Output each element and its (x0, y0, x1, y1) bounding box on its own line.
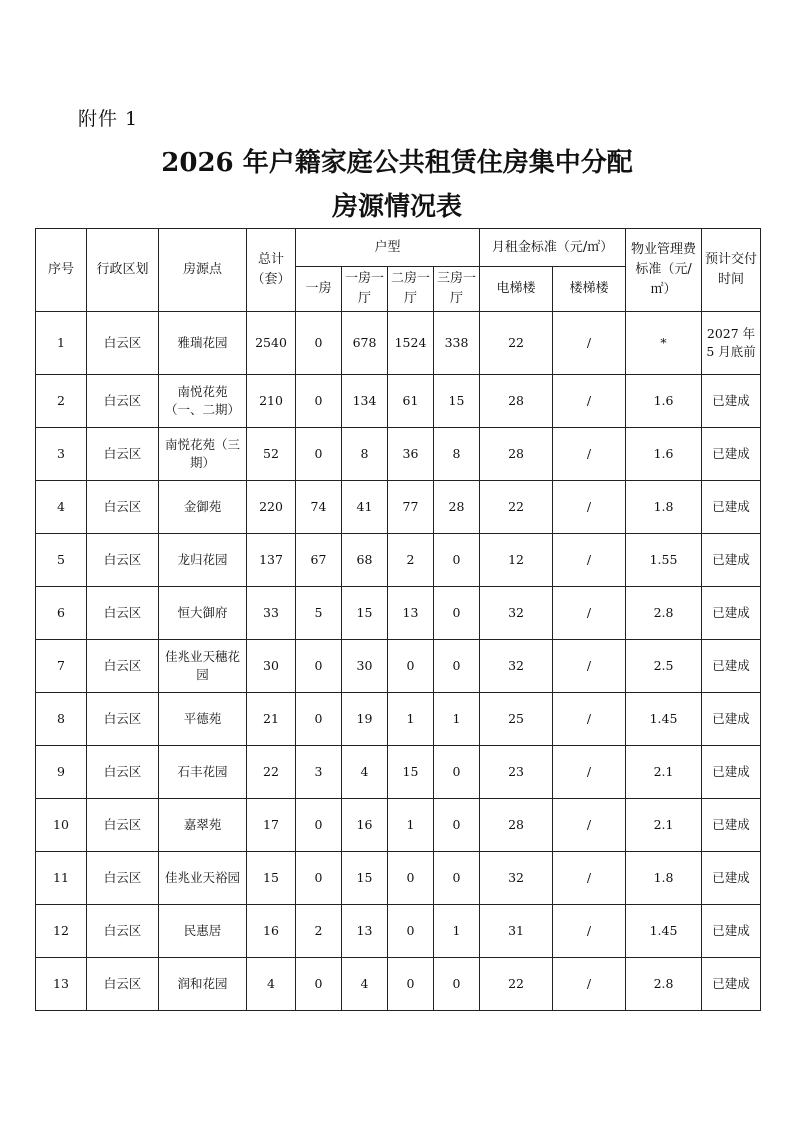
cell-two-bed: 1 (388, 693, 434, 746)
cell-mgmt-fee: 2.8 (626, 958, 702, 1011)
cell-delivery: 已建成 (702, 746, 761, 799)
header-rent: 月租金标准（元/㎡） (480, 229, 626, 267)
cell-source: 恒大御府 (159, 587, 247, 640)
cell-elevator-rent: 28 (480, 799, 553, 852)
cell-seq: 2 (36, 375, 87, 428)
cell-one-room: 0 (296, 958, 342, 1011)
header-mgmt-fee: 物业管理费标准（元/㎡） (626, 229, 702, 312)
cell-three-bed: 0 (434, 534, 480, 587)
cell-district: 白云区 (87, 799, 159, 852)
cell-one-bed: 134 (342, 375, 388, 428)
cell-source: 石丰花园 (159, 746, 247, 799)
cell-one-room: 0 (296, 640, 342, 693)
cell-stair-rent: / (553, 312, 626, 375)
cell-one-bed: 8 (342, 428, 388, 481)
cell-two-bed: 0 (388, 905, 434, 958)
cell-elevator-rent: 22 (480, 958, 553, 1011)
cell-total: 22 (247, 746, 296, 799)
cell-delivery: 已建成 (702, 375, 761, 428)
cell-elevator-rent: 12 (480, 534, 553, 587)
cell-source: 雅瑞花园 (159, 312, 247, 375)
cell-elevator-rent: 25 (480, 693, 553, 746)
cell-stair-rent: / (553, 746, 626, 799)
cell-district: 白云区 (87, 428, 159, 481)
cell-total: 17 (247, 799, 296, 852)
cell-mgmt-fee: 1.8 (626, 852, 702, 905)
cell-delivery: 已建成 (702, 958, 761, 1011)
cell-seq: 3 (36, 428, 87, 481)
cell-elevator-rent: 31 (480, 905, 553, 958)
cell-three-bed: 0 (434, 587, 480, 640)
cell-total: 210 (247, 375, 296, 428)
cell-two-bed: 0 (388, 640, 434, 693)
cell-delivery: 已建成 (702, 852, 761, 905)
cell-seq: 13 (36, 958, 87, 1011)
cell-delivery: 已建成 (702, 693, 761, 746)
cell-mgmt-fee: 1.8 (626, 481, 702, 534)
cell-seq: 9 (36, 746, 87, 799)
table-row (36, 375, 761, 428)
cell-mgmt-fee: * (626, 312, 702, 375)
header-stair: 楼梯楼 (553, 267, 626, 312)
cell-district: 白云区 (87, 534, 159, 587)
cell-three-bed: 28 (434, 481, 480, 534)
cell-delivery: 已建成 (702, 428, 761, 481)
cell-mgmt-fee: 2.5 (626, 640, 702, 693)
cell-district: 白云区 (87, 746, 159, 799)
cell-one-bed: 68 (342, 534, 388, 587)
cell-stair-rent: / (553, 481, 626, 534)
cell-one-room: 3 (296, 746, 342, 799)
table-row (36, 312, 761, 375)
cell-delivery: 已建成 (702, 905, 761, 958)
cell-seq: 5 (36, 534, 87, 587)
table-row (36, 428, 761, 481)
cell-delivery: 已建成 (702, 640, 761, 693)
cell-one-bed: 15 (342, 587, 388, 640)
cell-one-bed: 15 (342, 852, 388, 905)
cell-district: 白云区 (87, 905, 159, 958)
cell-three-bed: 0 (434, 958, 480, 1011)
header-one-bed: 一房一厅 (342, 267, 388, 312)
cell-one-room: 0 (296, 852, 342, 905)
cell-mgmt-fee: 1.6 (626, 428, 702, 481)
cell-total: 21 (247, 693, 296, 746)
header-seq: 序号 (36, 229, 87, 312)
cell-delivery: 已建成 (702, 799, 761, 852)
header-two-bed: 二房一厅 (388, 267, 434, 312)
cell-mgmt-fee: 1.6 (626, 375, 702, 428)
cell-district: 白云区 (87, 693, 159, 746)
cell-one-bed: 678 (342, 312, 388, 375)
header-three-bed: 三房一厅 (434, 267, 480, 312)
cell-elevator-rent: 23 (480, 746, 553, 799)
housing-source-table (35, 228, 761, 1011)
cell-district: 白云区 (87, 375, 159, 428)
cell-two-bed: 2 (388, 534, 434, 587)
cell-elevator-rent: 32 (480, 852, 553, 905)
cell-seq: 11 (36, 852, 87, 905)
cell-total: 16 (247, 905, 296, 958)
cell-district: 白云区 (87, 640, 159, 693)
cell-two-bed: 1524 (388, 312, 434, 375)
table-row (36, 958, 761, 1011)
cell-district: 白云区 (87, 852, 159, 905)
table-row (36, 534, 761, 587)
cell-stair-rent: / (553, 958, 626, 1011)
cell-seq: 12 (36, 905, 87, 958)
cell-mgmt-fee: 1.45 (626, 905, 702, 958)
table-header-row (36, 229, 761, 267)
cell-three-bed: 1 (434, 905, 480, 958)
document-subtitle: 房源情况表 (331, 192, 462, 222)
cell-one-room: 0 (296, 693, 342, 746)
cell-delivery: 2027 年 5 月底前 (702, 312, 761, 375)
cell-one-bed: 4 (342, 958, 388, 1011)
cell-source: 平德苑 (159, 693, 247, 746)
document-title: 2026 年户籍家庭公共租赁住房集中分配 (161, 148, 633, 178)
cell-source: 南悦花苑（一、二期） (159, 375, 247, 428)
cell-district: 白云区 (87, 481, 159, 534)
header-one-room: 一房 (296, 267, 342, 312)
cell-total: 2540 (247, 312, 296, 375)
cell-elevator-rent: 28 (480, 428, 553, 481)
cell-source: 润和花园 (159, 958, 247, 1011)
cell-elevator-rent: 22 (480, 481, 553, 534)
cell-three-bed: 8 (434, 428, 480, 481)
cell-seq: 8 (36, 693, 87, 746)
cell-elevator-rent: 28 (480, 375, 553, 428)
table-row (36, 852, 761, 905)
cell-two-bed: 15 (388, 746, 434, 799)
cell-source: 龙归花园 (159, 534, 247, 587)
cell-stair-rent: / (553, 905, 626, 958)
cell-total: 30 (247, 640, 296, 693)
table-row (36, 640, 761, 693)
cell-three-bed: 0 (434, 852, 480, 905)
cell-three-bed: 1 (434, 693, 480, 746)
cell-seq: 10 (36, 799, 87, 852)
attachment-label: 附件 1 (78, 108, 139, 130)
cell-three-bed: 0 (434, 746, 480, 799)
cell-stair-rent: / (553, 799, 626, 852)
cell-mgmt-fee: 2.1 (626, 746, 702, 799)
cell-two-bed: 77 (388, 481, 434, 534)
cell-elevator-rent: 32 (480, 640, 553, 693)
cell-district: 白云区 (87, 958, 159, 1011)
table-row (36, 481, 761, 534)
cell-one-room: 0 (296, 799, 342, 852)
cell-delivery: 已建成 (702, 587, 761, 640)
cell-source: 金御苑 (159, 481, 247, 534)
cell-total: 15 (247, 852, 296, 905)
cell-total: 4 (247, 958, 296, 1011)
cell-mgmt-fee: 2.8 (626, 587, 702, 640)
cell-stair-rent: / (553, 852, 626, 905)
cell-mgmt-fee: 1.55 (626, 534, 702, 587)
cell-one-room: 0 (296, 428, 342, 481)
cell-one-bed: 4 (342, 746, 388, 799)
cell-delivery: 已建成 (702, 481, 761, 534)
header-delivery: 预计交付时间 (702, 229, 761, 312)
cell-stair-rent: / (553, 534, 626, 587)
table-row (36, 587, 761, 640)
cell-total: 33 (247, 587, 296, 640)
cell-one-room: 5 (296, 587, 342, 640)
cell-source: 佳兆业天裕园 (159, 852, 247, 905)
cell-stair-rent: / (553, 693, 626, 746)
cell-one-room: 0 (296, 312, 342, 375)
header-district: 行政区划 (87, 229, 159, 312)
cell-total: 52 (247, 428, 296, 481)
cell-two-bed: 36 (388, 428, 434, 481)
cell-seq: 7 (36, 640, 87, 693)
table-row (36, 746, 761, 799)
cell-mgmt-fee: 1.45 (626, 693, 702, 746)
cell-district: 白云区 (87, 312, 159, 375)
table-row (36, 905, 761, 958)
cell-one-room: 74 (296, 481, 342, 534)
cell-delivery: 已建成 (702, 534, 761, 587)
table-row (36, 799, 761, 852)
cell-one-bed: 19 (342, 693, 388, 746)
cell-district: 白云区 (87, 587, 159, 640)
cell-one-bed: 13 (342, 905, 388, 958)
cell-elevator-rent: 22 (480, 312, 553, 375)
cell-two-bed: 13 (388, 587, 434, 640)
table-row (36, 693, 761, 746)
cell-seq: 1 (36, 312, 87, 375)
cell-one-bed: 30 (342, 640, 388, 693)
cell-source: 南悦花苑（三期） (159, 428, 247, 481)
header-source: 房源点 (159, 229, 247, 312)
cell-source: 民惠居 (159, 905, 247, 958)
cell-elevator-rent: 32 (480, 587, 553, 640)
cell-seq: 4 (36, 481, 87, 534)
cell-one-bed: 41 (342, 481, 388, 534)
cell-stair-rent: / (553, 375, 626, 428)
cell-stair-rent: / (553, 640, 626, 693)
cell-three-bed: 338 (434, 312, 480, 375)
header-elevator: 电梯楼 (480, 267, 553, 312)
cell-source: 佳兆业天穗花园 (159, 640, 247, 693)
cell-two-bed: 0 (388, 852, 434, 905)
cell-mgmt-fee: 2.1 (626, 799, 702, 852)
cell-two-bed: 61 (388, 375, 434, 428)
header-unit-type: 户型 (296, 229, 480, 267)
cell-one-room: 67 (296, 534, 342, 587)
cell-two-bed: 1 (388, 799, 434, 852)
cell-one-bed: 16 (342, 799, 388, 852)
cell-total: 220 (247, 481, 296, 534)
cell-stair-rent: / (553, 428, 626, 481)
cell-one-room: 0 (296, 375, 342, 428)
header-total: 总计（套） (247, 229, 296, 312)
cell-total: 137 (247, 534, 296, 587)
cell-source: 嘉翠苑 (159, 799, 247, 852)
cell-stair-rent: / (553, 587, 626, 640)
cell-seq: 6 (36, 587, 87, 640)
cell-three-bed: 0 (434, 799, 480, 852)
cell-one-room: 2 (296, 905, 342, 958)
cell-three-bed: 15 (434, 375, 480, 428)
cell-two-bed: 0 (388, 958, 434, 1011)
cell-three-bed: 0 (434, 640, 480, 693)
